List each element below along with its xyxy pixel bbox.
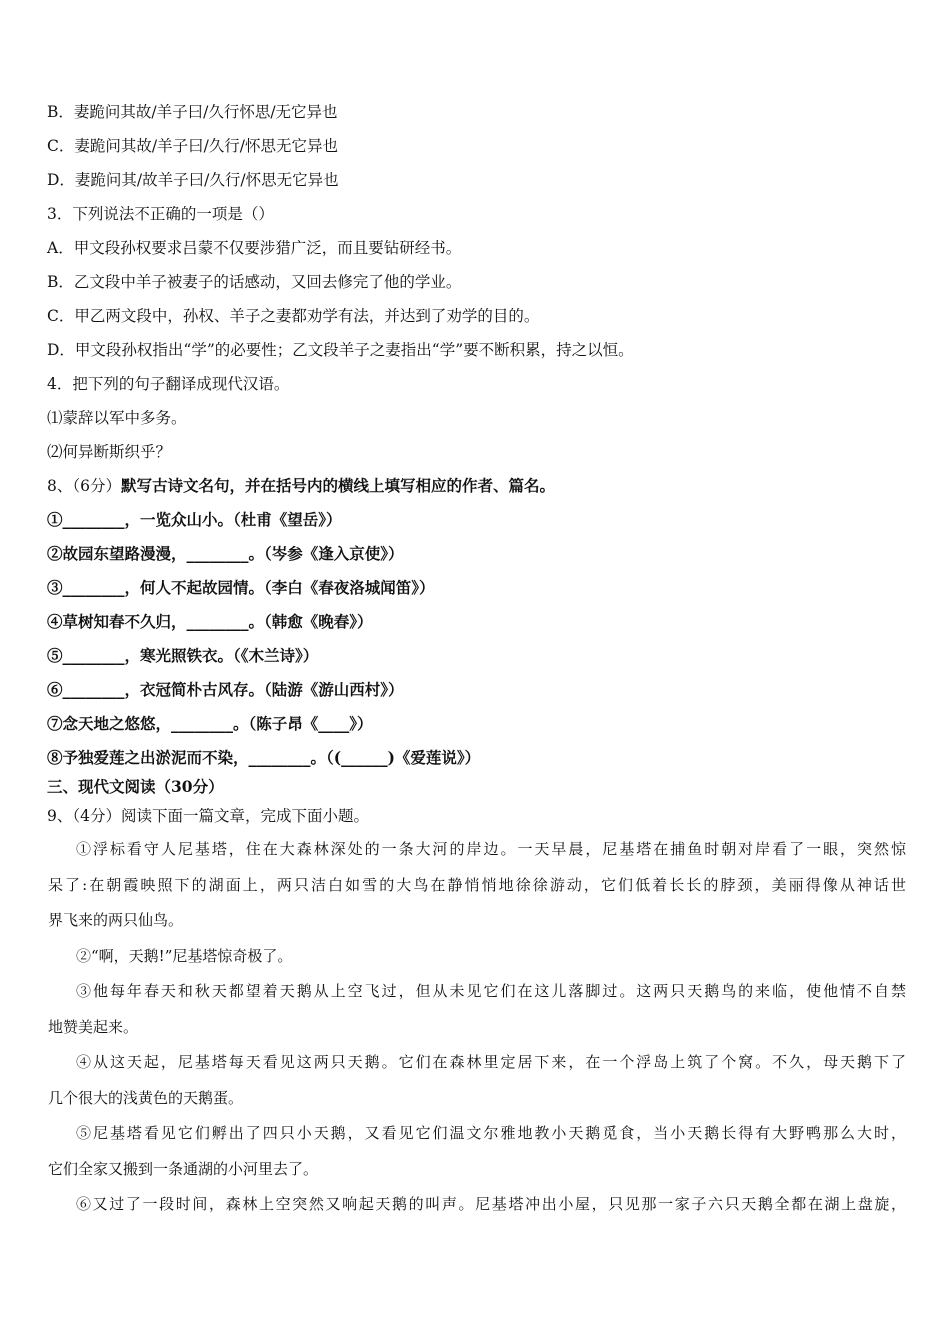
q8-stem: 默写古诗文名句，并在括号内的横线上填写相应的作者、篇名。	[120, 476, 555, 495]
q3-option-a: A．甲文段孙权要求吕蒙不仅要涉猎广泛，而且要钻研经书。	[47, 239, 462, 257]
q4-item-1: ⑴蒙辞以军中多务。	[47, 409, 187, 427]
q4-item-2: ⑵何异断斯织乎？	[47, 443, 172, 461]
q2-option-b: B．妻跪问其故/羊子曰/久行怀思/无它异也	[47, 103, 338, 121]
passage-line: 界飞来的两只仙鸟。	[48, 911, 184, 929]
section-heading: 三、现代文阅读（30分）	[47, 777, 224, 796]
passage-line: ③他每年春天和秋天都望着天鹅从上空飞过，但从未见它们在这儿落脚过。这两只天鹅鸟的来临，使他情不自禁	[76, 982, 906, 1000]
passage-line: 几个很大的浅黄色的天鹅蛋。	[48, 1088, 244, 1107]
q3-stem: 3．下列说法不正确的一项是（）	[47, 205, 274, 223]
passage-line: ④从这天起，尼基塔每天看见这两只天鹅。它们在森林里定居下来，在一个浮岛上筑了个窝。不久，母天鹅下了	[76, 1053, 906, 1071]
q8-item-1: ①________，一览众山小。（杜甫《望岳》）	[47, 510, 342, 529]
q4-stem: 4．把下列的句子翻译成现代汉语。	[47, 375, 290, 393]
q2-option-c: C．妻跪问其故/羊子曰/久行/怀思无它异也	[47, 137, 339, 155]
passage-line: ⑥又过了一段时间，森林上空突然又响起天鹅的叫声。尼基塔冲出小屋，只见那一家子六只天鹅全都在湖上盘旋，	[76, 1195, 906, 1213]
q2-option-d: D．妻跪问其/故羊子曰/久行/怀思无它异也	[47, 171, 339, 189]
q8-item-7: ⑦念天地之悠悠，________。（陈子昂《____》）	[47, 714, 373, 733]
q3-option-d: D．甲文段孙权指出“学”的必要性；乙文段羊子之妻指出“学”要不断积累，持之以恒。	[47, 341, 634, 359]
reading-passage	[48, 832, 906, 1223]
q8-item-4: ④草树知春不久归，________。（韩愈《晚春》）	[47, 612, 373, 631]
q8-item-6: ⑥________，衣冠简朴古风存。（陆游《游山西村》）	[47, 680, 404, 699]
passage-line: 地赞美起来。	[48, 1017, 139, 1036]
q8-item-8: ⑧予独爱莲之出淤泥而不染，________。（(______)《爱莲说》）	[47, 748, 481, 767]
q8-item-3: ③________，何人不起故园情。（李白《春夜洛城闻笛》）	[47, 578, 435, 597]
passage-line: 它们全家又搬到一条通湖的小河里去了。	[48, 1159, 319, 1178]
q8-item-5: ⑤________，寒光照铁衣。（《木兰诗》）	[47, 646, 319, 665]
passage-line: 呆了:在朝霞映照下的湖面上，两只洁白如雪的大鸟在静悄悄地徐徐游动，它们低着长长的脖颈，美丽得像从神话世	[48, 875, 906, 894]
q8-number: 8、（6分）	[47, 477, 121, 495]
passage-line: ②“啊，天鹅!”尼基塔惊奇极了。	[76, 946, 293, 965]
q8-item-2: ②故园东望路漫漫，________。（岑参《逢入京使》）	[47, 544, 404, 563]
q3-option-b: B．乙文段中羊子被妻子的话感动，又回去修完了他的学业。	[47, 273, 462, 291]
passage-line: ①浮标看守人尼基塔，住在大森林深处的一条大河的岸边。一天早晨，尼基塔在捕鱼时朝对岸看了一眼，突然惊	[76, 840, 906, 858]
q3-option-c: C．甲乙两文段中，孙权、羊子之妻都劝学有法，并达到了劝学的目的。	[47, 307, 540, 325]
q8-heading	[47, 469, 555, 503]
passage-line: ⑤尼基塔看见它们孵出了四只小天鹅，又看见它们温文尔雅地教小天鹅觅食，当小天鹅长得有大野鸭那么大时，	[76, 1124, 906, 1142]
q9-stem: 9、（4分）阅读下面一篇文章，完成下面小题。	[47, 807, 369, 825]
